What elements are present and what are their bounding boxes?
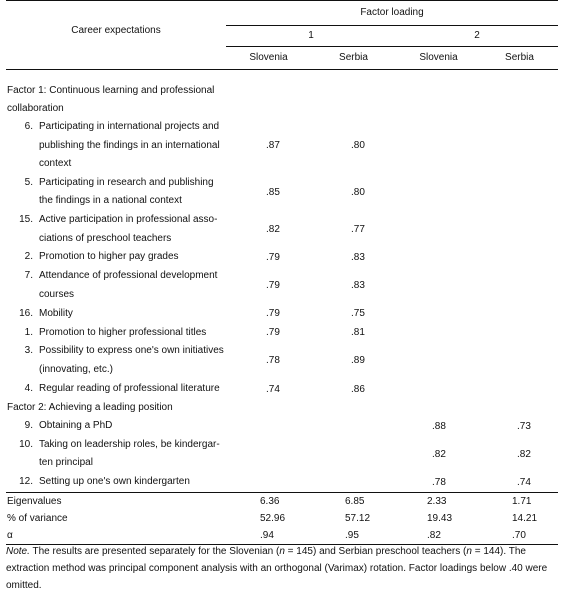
stat-value: 2.33 (427, 495, 447, 507)
loading-value: .73 (517, 420, 531, 432)
table-row (6, 304, 558, 323)
note-text-a: The results are presented separately for the Slovenian ( (29, 546, 280, 557)
item-text: Obtaining a PhD (39, 419, 113, 431)
item-number: 2. (24, 251, 33, 263)
stat-value: 57.12 (345, 512, 371, 524)
table-row (6, 380, 558, 399)
loading-value: .78 (432, 476, 446, 488)
loading-value: .82 (266, 224, 280, 236)
item-text: Active participation in professional asso-ciations of preschool teachers (39, 213, 218, 244)
table-note (6, 543, 558, 594)
stat-value: .95 (345, 529, 359, 541)
note-text-b: = 145) and Serbian preschool teachers ( (284, 546, 467, 557)
table-row (6, 436, 558, 473)
stat-value: 6.85 (345, 495, 365, 507)
loading-value: .82 (432, 448, 446, 460)
stat-value: 6.36 (260, 495, 280, 507)
item-text: Regular reading of professional literature (39, 382, 220, 394)
table-row (6, 174, 558, 211)
stat-value: .82 (427, 529, 441, 541)
loading-value: .81 (351, 327, 365, 339)
stat-value: .70 (512, 529, 526, 541)
loading-value: .85 (266, 186, 280, 198)
table-row (6, 342, 558, 379)
item-number: 7. (24, 270, 33, 282)
table-row (6, 211, 558, 248)
item-label (6, 267, 226, 304)
loading-value: .79 (266, 280, 280, 292)
stats-row (6, 527, 558, 545)
loading-value: .89 (351, 355, 365, 367)
table-row (6, 118, 558, 174)
loading-value: .87 (266, 140, 280, 152)
loading-value: .80 (351, 140, 365, 152)
item-label (6, 174, 226, 211)
item-label (6, 118, 226, 174)
stat-label: Eigenvalues (7, 495, 62, 507)
note-n2: n (466, 546, 472, 557)
note-text-c: = 144). The extraction method was principal component analysis with an orthogonal (Varimax) rotation. Factor loadings below .40 were omitted. (6, 546, 548, 591)
table-row (6, 417, 558, 436)
item-label (6, 324, 226, 343)
stats-row (6, 492, 558, 510)
item-number: 5. (24, 176, 33, 188)
loading-value: .78 (266, 355, 280, 367)
table-row (6, 267, 558, 304)
item-text: Possibility to express one's own initiatives (innovating, etc.) (39, 345, 224, 375)
item-number: 9. (24, 419, 33, 431)
item-text: Mobility (39, 307, 73, 319)
loading-value: .77 (351, 224, 365, 236)
factor-loading-table (6, 0, 558, 545)
loading-value: .79 (266, 327, 280, 339)
item-text: Participating in international projects and publishing the findings in an international context (39, 121, 220, 170)
note-n1: n (279, 546, 285, 557)
country-header-serbia-2: Serbia (505, 52, 534, 63)
item-text: Participating in research and publishing the findings in a national context (39, 176, 214, 207)
table-row (6, 323, 558, 342)
item-number: 12. (19, 475, 33, 487)
table-row (6, 248, 558, 267)
loading-value: .86 (351, 383, 365, 395)
item-label (6, 248, 226, 267)
factor-2-title: Factor 2: Achieving a leading position (7, 401, 173, 413)
factor-1-title: Factor 1: Continuous learning and professional collaboration (7, 85, 215, 114)
item-label (6, 211, 226, 248)
loading-value: .75 (351, 308, 365, 320)
item-text: Taking on leadership roles, be kindergar-ten principal (39, 438, 220, 469)
stat-value: 52.96 (260, 512, 286, 524)
item-label (6, 305, 226, 324)
note-label: Note. (6, 546, 30, 557)
table-row (6, 473, 558, 493)
results-table-container (6, 0, 558, 545)
loading-value: .79 (266, 308, 280, 320)
country-header-serbia-1: Serbia (339, 52, 368, 63)
item-number: 4. (24, 382, 33, 394)
stats-row (6, 510, 558, 527)
loading-value: .83 (351, 280, 365, 292)
item-number: 15. (19, 213, 33, 225)
loading-value: .79 (266, 252, 280, 264)
item-number: 16. (19, 307, 33, 319)
item-text: Attendance of professional development courses (39, 270, 218, 300)
loading-value: .74 (517, 476, 531, 488)
loading-value: .88 (432, 420, 446, 432)
loading-value: .83 (351, 252, 365, 264)
loading-value: .74 (266, 383, 280, 395)
item-label (6, 436, 226, 473)
item-text: Promotion to higher pay grades (39, 251, 179, 263)
stat-label: % of variance (7, 512, 68, 524)
stat-value: 1.71 (512, 495, 532, 507)
factor-2-header: 2 (396, 26, 558, 47)
item-label (6, 380, 226, 399)
item-number: 10. (19, 438, 33, 450)
item-text: Setting up one's own kindergarten (39, 475, 190, 487)
item-label (6, 342, 226, 379)
item-number: 6. (24, 121, 33, 132)
country-header-slovenia-2: Slovenia (419, 52, 458, 63)
item-number: 1. (24, 326, 33, 338)
item-label (6, 473, 226, 492)
stat-value: 14.21 (512, 512, 538, 524)
item-number: 3. (24, 345, 33, 357)
stat-value: .94 (260, 529, 274, 541)
stat-value: 19.43 (427, 512, 453, 524)
factor-1-header: 1 (226, 26, 396, 47)
item-label (6, 417, 226, 436)
stat-label: α (7, 529, 13, 541)
career-expectations-header: Career expectations (6, 1, 226, 70)
country-header-slovenia-1: Slovenia (249, 52, 288, 63)
loading-value: .80 (351, 186, 365, 198)
factor-loading-header: Factor loading (226, 1, 558, 26)
item-text: Promotion to higher professional titles (39, 326, 207, 338)
loading-value: .82 (517, 448, 531, 460)
